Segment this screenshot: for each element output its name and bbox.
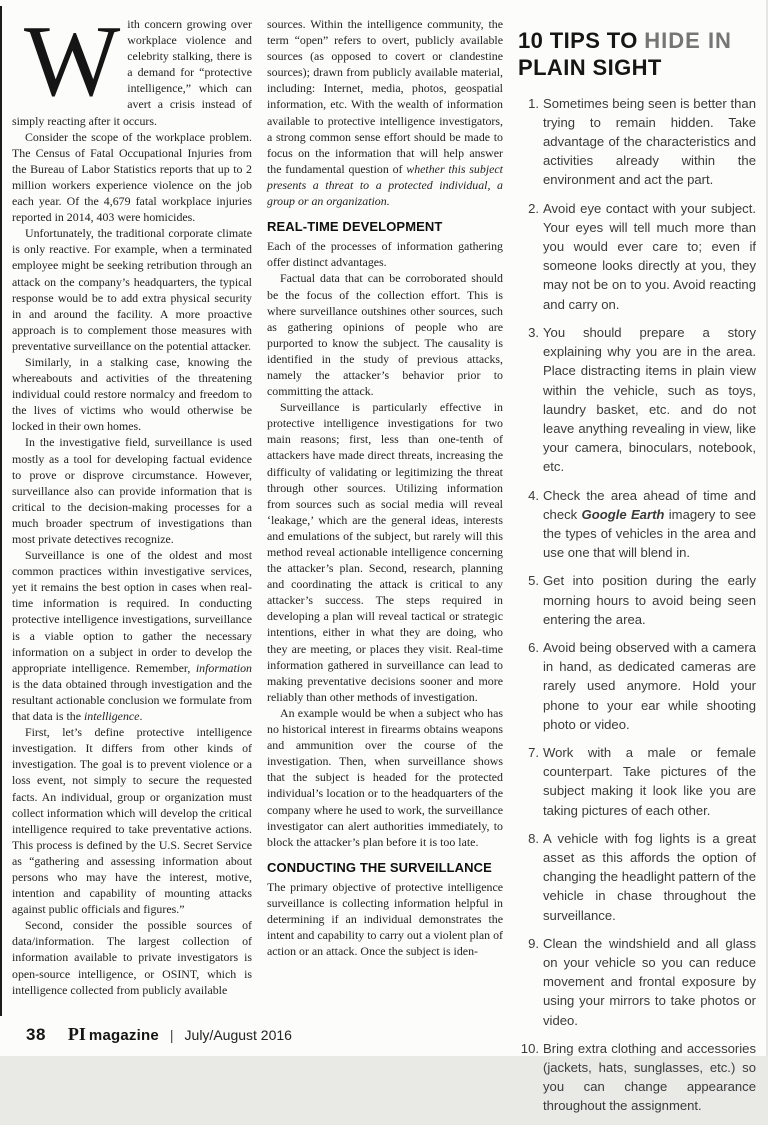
tip-text: Clean the windshield and all glass on your vehicle so you can reduce movement and frontal exposure by using your mirrors to take photos or video. <box>543 935 756 1028</box>
sidebar-title-distressed-text: HIDE IN <box>644 28 732 53</box>
tip-text: You should prepare a story explaining why you are in the area. Place distracting items in plain view within the vehicle, such as toys, laundry basket, etc. and do not leave anything revealing in view, like your camera, binoculars, notebook, etc. <box>543 324 756 475</box>
italic-term: information <box>195 660 252 675</box>
tip-text: Avoid being observed with a camera in hand, as dedicated cameras are rarely used anymore. Hold your phone to your ear while shooting photo or video. <box>543 639 756 732</box>
sidebar-title-text: 10 TIPS TO <box>518 28 645 53</box>
paragraph-text: Surveillance is one of the oldest and most common practices within investigative services, yet it remains the best option in cases when real-time information is required. In conducting protective intelligence investigations, surveillance is a viable option to gather the necessary information on a subject in order to develop the appropriate intelligence. Remember, <box>12 548 252 675</box>
sidebar-title-text: PLAIN SIGHT <box>518 54 662 80</box>
article-paragraph: Similarly, in a stalking case, knowing the whereabouts and activities of the threatening individual could restore normalcy and freedom to the lives of victims who would otherwise be locked in their own homes. <box>12 354 252 434</box>
tip-number: 6. <box>528 639 539 655</box>
article-paragraph <box>267 16 503 209</box>
scan-edge-line-left <box>0 6 2 1016</box>
article-paragraph: Second, consider the possible sources of data/information. The largest collection of information available to private investigators is open-source intelligence, or OSINT, which is intelligence collected from publicly available <box>12 918 252 997</box>
tip-number: 4. <box>528 487 539 503</box>
tip-text: Avoid eye contact with your subject. Your eyes will tell much more than you would ever care to; even if someone looks directly at you, they may not be on to you. Avoid reacting and carry on. <box>543 200 756 312</box>
article-paragraph: An example would be when a subject who has no historical interest in firearms obtains weapons and ammunition over the course of the investigation. Then, when surveillance shows that the subject is headed for the protected individual’s location or to the headquarters of the company where he used to work, the surveillance investigator can alert authorities immediately, to block the attacker’s plan before it is too late. <box>267 705 503 849</box>
tip-item-8 <box>518 829 756 925</box>
magazine-logo-pi: PI <box>67 1024 86 1044</box>
tip-item-10 <box>518 1039 756 1116</box>
paragraph-text: is the data obtained through investigation and the resultant actionable conclusion we formulate from that data is the <box>12 676 252 724</box>
article-column-middle <box>267 16 503 1125</box>
tip-item-4 <box>518 486 756 563</box>
tip-text: Bring extra clothing and accessories (jackets, hats, sunglasses, etc.) so you can change appearance throughout the assignment. <box>543 1040 756 1114</box>
tip-number: 9. <box>528 935 539 951</box>
tip-text <box>543 486 756 563</box>
issue-date: July/August 2016 <box>184 1027 292 1043</box>
page-number: 38 <box>26 1025 46 1044</box>
italic-term: intelligence <box>83 709 140 724</box>
italic-phrase: whether this subject presents a threat to a protected individual, a group or an organization. <box>267 161 503 209</box>
section-heading-conducting-the-surveillance: CONDUCTING THE SURVEILLANCE <box>267 859 492 875</box>
tip-text-segment: imagery to see the types of vehicles in the area and use one that will blend in. <box>543 506 757 561</box>
footer-separator: | <box>169 1027 174 1043</box>
article-paragraph: Consider the scope of the workplace problem. The Census of Fatal Occupational Injuries from the Bureau of Labor Statistics reports that up to 2 million workers experience violence on the job each year. Of the 4,679 fatal workplace injuries reported in 2014, 403 were homicides. <box>12 129 252 225</box>
tip-emphasis-google-earth: Google Earth <box>581 506 665 522</box>
sidebar-title <box>518 28 756 82</box>
magazine-logo-magazine: magazine <box>88 1027 159 1044</box>
tip-number: 5. <box>528 573 539 589</box>
tip-item-9 <box>518 934 756 1030</box>
paragraph-text: sources. Within the intelligence community, the term “open” refers to overt, publicly available sources (as opposed to covert or clandestine sources); drawn from publicly available material, including: Internet, media, photos, geospatial information, etc. With the wealth of information available to protective intelligence investigators, a strong common sense effort should be made to focus on the information that will help answer the fundamental question of <box>267 17 503 176</box>
tip-text: Get into position during the early morning hours to avoid being seen entering the area. <box>543 573 756 627</box>
tip-text-segment: Check the area ahead of time and check <box>543 487 756 522</box>
tip-number: 8. <box>528 830 539 846</box>
tips-sidebar <box>518 16 756 1125</box>
tip-item-6 <box>518 638 756 734</box>
tips-list <box>518 94 756 1116</box>
tip-item-1 <box>518 94 756 190</box>
tip-number: 7. <box>528 744 539 760</box>
article-paragraph: Factual data that can be corroborated should be the focus of the collection effort. This is where surveillance outshines other sources, such as gathering opinions of people who are purported to know the subject. The causality is identified in the study of previous attacks, namely the attacker’s behavior prior to committing the attack. <box>267 271 503 399</box>
article-paragraph: The primary objective of protective intelligence surveillance is collecting information helpful in determining if an individual demonstrates the intent and capability to carry out a violent plan of action or an attack. Once the subject is iden- <box>267 879 503 959</box>
tip-number: 3. <box>528 324 539 340</box>
section-heading-real-time-development: REAL-TIME DEVELOPMENT <box>267 219 443 235</box>
paragraph-text: . <box>139 709 143 724</box>
tip-number: 2. <box>528 200 539 216</box>
tip-number: 1. <box>528 95 539 111</box>
article-paragraph: In the investigative field, surveillance is used mostly as a tool for developing factual evidence to prove or disprove circumstance. However, surveillance also can provide information that is critical to the decision-making processes for a much broader spectrum of investigations than most private detectives recognize. <box>12 435 252 546</box>
article-paragraph: First, let’s define protective intelligence investigation. It differs from other kinds of investigation. The goal is to prevent violence or a loss event, not simply to secure the requested facts. An individual, group or organization must collect information which will develop the critical intelligence required to take preventative actions. This process is defined by the U.S. Secret Service as “gathering and assessing information about persons who may have the interest, motive, intention and capability of mounting attacks against public officials and figures.” <box>12 725 252 917</box>
tip-item-7 <box>518 743 756 820</box>
magazine-logo <box>68 1024 159 1045</box>
tip-item-3 <box>518 323 756 477</box>
article-opening-paragraph <box>12 5 252 129</box>
article-paragraph <box>12 547 252 724</box>
tip-text: Work with a male or female counterpart. Take pictures of the subject making it look like you are taking pictures of each other. <box>543 744 756 818</box>
article-paragraph: Unfortunately, the traditional corporate climate is only reactive. For example, when a terminated employee might be seeking retribution through an attack on the company’s headquarters, the typical response would be to add extra physical security in and around the facility. A more proactive approach is to complement those measures with preventative surveillance on the potential attacker. <box>12 226 252 353</box>
tip-text: A vehicle with fog lights is a great asset as this affords the option of changing the headlight pattern of the vehicle in chase throughout the surveillance. <box>543 830 756 923</box>
tip-item-2 <box>518 199 756 314</box>
tip-item-5 <box>518 571 756 629</box>
tip-text: Sometimes being seen is better than trying to remain hidden. Take advantage of the characteristics and activities already within the environment and act the part. <box>543 95 756 188</box>
page-footer <box>26 1024 292 1045</box>
article-column-left <box>12 5 252 1125</box>
paragraph-text: ith concern growing over workplace violence and celebrity stalking, there is a demand for “protective intelligence,” which can avert a crisis instead of simply reacting after it occurs. <box>12 17 252 128</box>
article-paragraph: Surveillance is particularly effective in protective intelligence investigations for two main reasons; first, less than one-tenth of attackers have made direct threats, increasing the difficulty of validating or legitimizing the threat through other sources. Utilizing information from sources such as social media will reveal ‘leakage,’ which are the general ideas, interests and emulations of the subject, but rarely will this method reveal actionable intelligence concerning the attacker’s plan. Second, research, planning and coordinating the attack is critical to any attacker’s success. The steps required in developing a plan will reveal tactical or strategic intentions, either in what they are doing, who they are meeting, or places they visit. Real-time information gathered in surveillance can lead to making preventative decisions sooner and more reliably than other methods of investigation. <box>267 400 503 704</box>
drop-cap: W <box>24 5 121 118</box>
tip-number: 10. <box>520 1040 539 1056</box>
article-paragraph: Each of the processes of information gathering offer distinct advantages. <box>267 239 503 270</box>
